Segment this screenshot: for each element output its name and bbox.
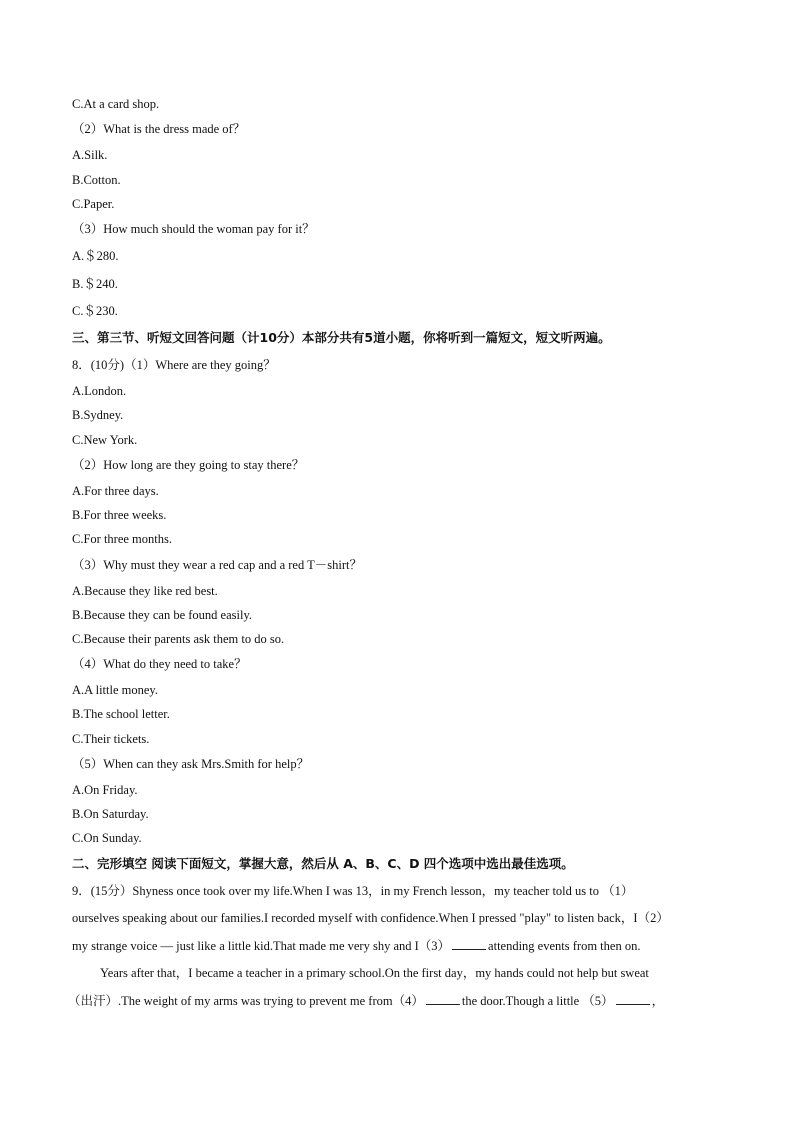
- passage-line: 9．(15分）Shyness once took over my life.When I was 13，in my French lesson，my teacher told us to （1）: [72, 884, 634, 898]
- option-text: C.For three months.: [72, 532, 172, 546]
- option-text: C.New York.: [72, 433, 138, 447]
- option-text: A.London.: [72, 384, 127, 398]
- blank-4[interactable]: [426, 992, 460, 1005]
- option-text: C.＄230.: [72, 304, 118, 318]
- question-text: （3）Why must they wear a red cap and a red T－shirt？: [72, 558, 362, 572]
- option-text: C.At a card shop.: [72, 97, 160, 111]
- option-text: B.Because they can be found easily.: [72, 608, 253, 622]
- blank-3[interactable]: [452, 937, 486, 950]
- question-stem: 8．(10分)（1）Where are they going？: [72, 358, 276, 372]
- option-text: A.For three days.: [72, 484, 159, 498]
- option-text: B.Cotton.: [72, 173, 121, 187]
- passage-text: the door.Though a little （5）: [461, 994, 614, 1008]
- option-text: C.Their tickets.: [72, 732, 150, 746]
- option-text: A.Silk.: [72, 148, 108, 162]
- question-text: （3）How much should the woman pay for it？: [72, 222, 315, 236]
- option-text: A.Because they like red best.: [72, 584, 218, 598]
- option-text: B.＄240.: [72, 277, 118, 291]
- option-text: A.＄280.: [72, 249, 119, 263]
- option-text: B.Sydney.: [72, 408, 124, 422]
- question-text: （5）When can they ask Mrs.Smith for help？: [72, 757, 310, 771]
- option-text: C.Because their parents ask them to do so.: [72, 632, 285, 646]
- passage-text: （出汗）.The weight of my arms was trying to prevent me from（4）: [68, 994, 424, 1008]
- question-text: （4）What do they need to take？: [72, 657, 247, 671]
- option-text: A.On Friday.: [72, 783, 138, 797]
- option-text: B.The school letter.: [72, 707, 170, 721]
- passage-text: ，: [651, 994, 665, 1008]
- option-text: B.On Saturday.: [72, 807, 149, 821]
- option-text: C.Paper.: [72, 197, 115, 211]
- passage-line: ourselves speaking about our families.I recorded myself with confidence.When I pressed "play" to listen back，I（2）: [72, 911, 669, 925]
- option-text: A.A little money.: [72, 683, 158, 697]
- passage-line: [68, 992, 664, 1009]
- passage-line: [72, 937, 640, 954]
- option-text: B.For three weeks.: [72, 508, 167, 522]
- passage-text: attending events from then on.: [488, 939, 641, 953]
- question-text: （2）What is the dress made of？: [72, 122, 246, 136]
- passage-line: Years after that，I became a teacher in a primary school.On the first day，my hands could not help but sweat: [100, 966, 649, 980]
- question-text: （2）How long are they going to stay there？: [72, 458, 305, 472]
- section-heading: 三、第三节、听短文回答问题（计10分）本部分共有5道小题，你将听到一篇短文，短文听两遍。: [72, 330, 611, 345]
- passage-text: my strange voice — just like a little kid.That made me very shy and I（3）: [72, 939, 451, 953]
- blank-5[interactable]: [616, 992, 650, 1005]
- option-text: C.On Sunday.: [72, 831, 142, 845]
- section-heading: 二、完形填空 阅读下面短文，掌握大意，然后从 A、B、C、D 四个选项中选出最佳选项。: [72, 856, 574, 871]
